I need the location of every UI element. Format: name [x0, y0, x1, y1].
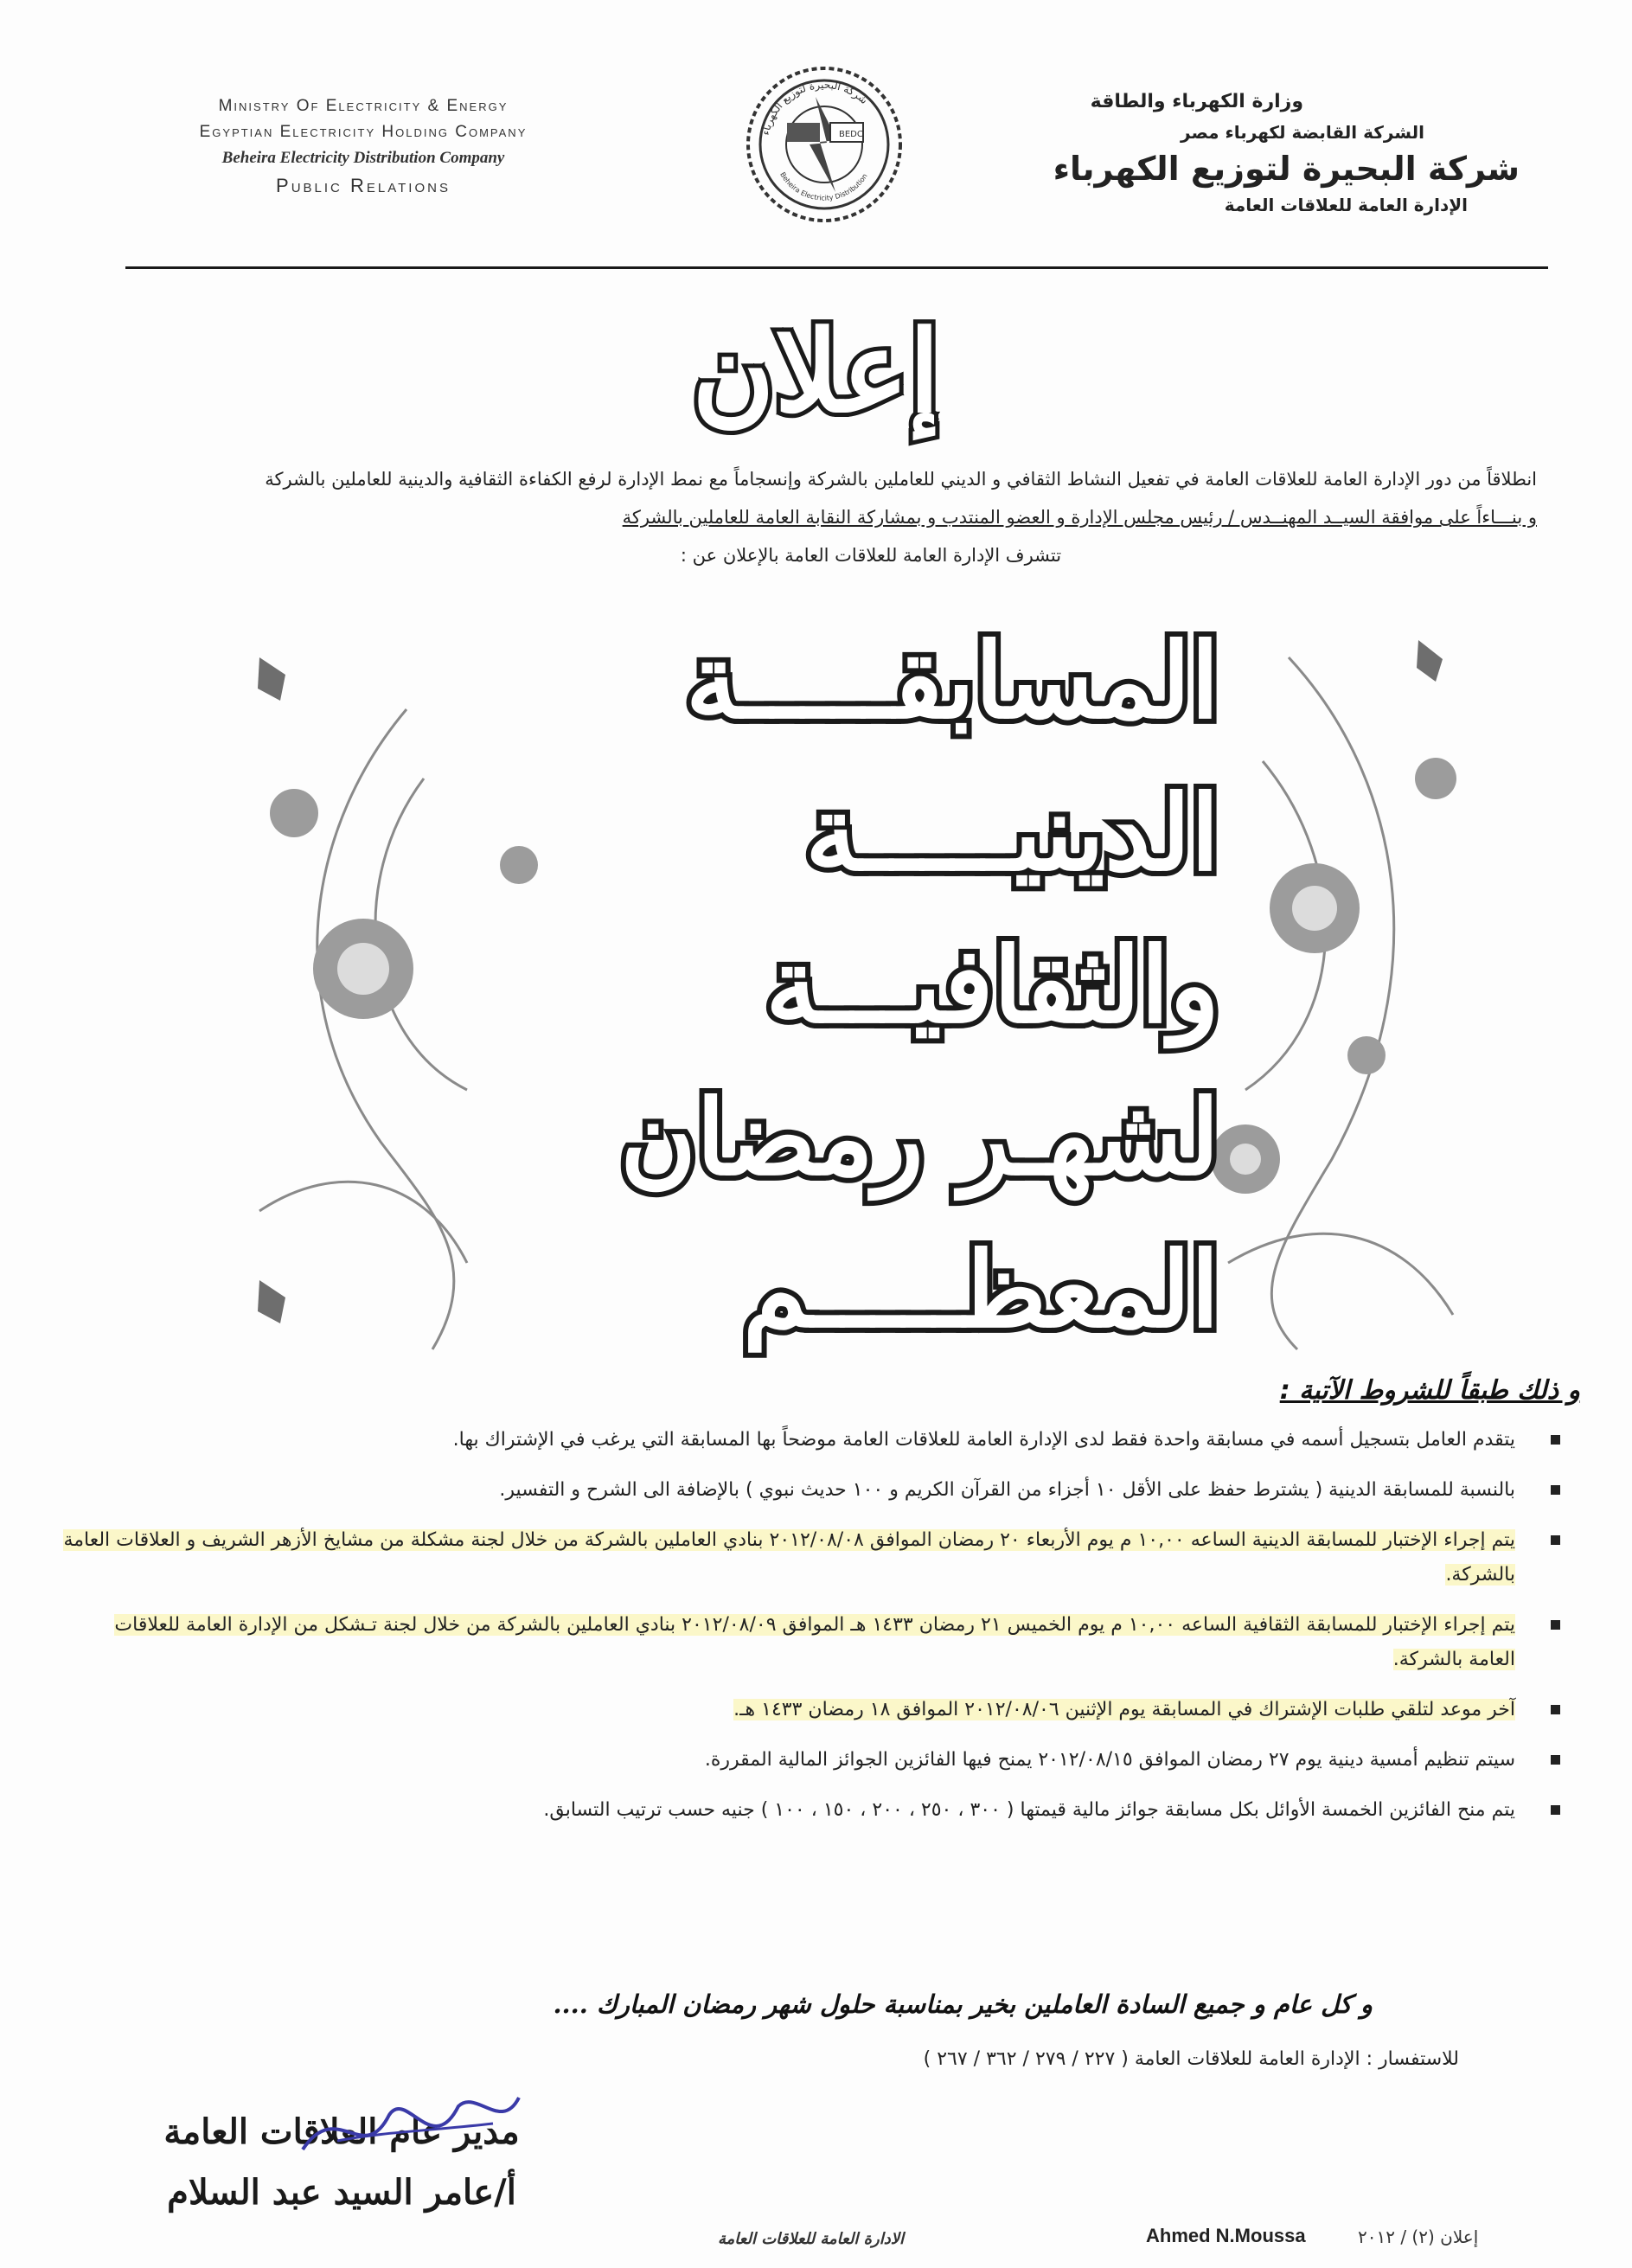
headline-block [467, 605, 1219, 1367]
headline-line-3: والثقافيـــة [765, 925, 1219, 1047]
company-logo-icon [742, 62, 906, 235]
bullet-icon [1551, 1705, 1560, 1714]
footer-author: Ahmed N.Moussa [1146, 2225, 1306, 2246]
intro-paragraphs [84, 463, 1537, 577]
condition-item: آخر موعد لتلقي طلبات الإشتراك في المسابقة يوم الإثنين ٢٠١٢/٠٨/٠٦ الموافق ١٨ رمضان ١٤٣٣ هـ. [62, 1693, 1567, 1727]
bullet-icon [1551, 1535, 1560, 1545]
condition-item: يتقدم العامل بتسجيل أسمه في مسابقة واحدة فقط لدى الإدارة العامة للعلاقات العامة موضحاً بها المسابقة التي يرغب في الإشتراك بها. [62, 1423, 1567, 1458]
footer-reference: إعلان (٢) / ٢٠١٢ [1358, 2226, 1479, 2247]
header-holding-ar: الشركة القابضة لكهرباء مصر [1181, 122, 1424, 143]
contact-info: للاستفسار : الإدارة العامة للعلاقات العامة ( ٢٢٧ / ٢٧٩ / ٣٦٢ / ٢٦٧ ) [923, 2048, 1459, 2070]
signature-name: أ/عامر السيد عبد السلام [167, 2172, 516, 2213]
logo-text-en: Beheira Electricity Distribution [778, 170, 869, 202]
header-divider [125, 266, 1548, 269]
condition-item: يتم إجراء الإختبار للمسابقة الدينية الساعه ١٠,٠٠ م يوم الأربعاء ٢٠ رمضان الموافق ٢٠١٢/٠٨/٠٨ بنادي العاملين بالشركة من خلال لجنة مشكلة من مشايخ الأزهر الشريف و العلاقات العامة بالشركة. [62, 1523, 1567, 1592]
footer-department: الادارة العامة للعلاقات العامة [718, 2230, 904, 2248]
intro-paragraph-2: و بنـــاءاً على موافقة السيــد المهنــدس / رئيس مجلس الإدارة و العضو المنتدب و بمشاركة النقابة العامة للعاملين بالشركة [622, 507, 1537, 528]
header-department-ar: الإدارة العامة للعلاقات العامة [1224, 195, 1468, 215]
signature-role: مدير عام العلاقات العامة [163, 2111, 520, 2152]
logo-text-ar: شركة البحيرة لتوزيع الكهرباء [758, 78, 871, 137]
conditions-heading: و ذلك طبقاً للشروط الآتية : [1279, 1375, 1580, 1406]
bullet-icon [1551, 1755, 1560, 1765]
headline-line-5: المعظـــــم [742, 1229, 1219, 1351]
intro-paragraph-3: تتشرف الإدارة العامة للعلاقات العامة بالإعلان عن : [680, 545, 1062, 566]
announcement-title: إعلان [692, 305, 940, 438]
header-ministry-ar: وزارة الكهرباء والطاقة [1090, 91, 1303, 112]
condition-item: يتم منح الفائزين الخمسة الأوائل بكل مسابقة جوائز مالية قيمتها ( ٣٠٠ ، ٢٥٠ ، ٢٠٠ ، ١٥٠ ، ١٠٠ ) جنيه حسب ترتيب التسابق. [62, 1793, 1567, 1828]
headline-line-1: المسابقـــــة [685, 620, 1219, 742]
intro-paragraph-1: انطلاقاً من دور الإدارة العامة للعلاقات العامة في تفعيل النشاط الثقافي و الديني للعاملين بالشركة وإنسجاماً مع نمط الإدارة لرفع الكفاءة الثقافية والدينية للعاملين بالشركة [265, 469, 1537, 490]
logo-abbr: BEDC [839, 130, 863, 139]
condition-item: يتم إجراء الإختبار للمسابقة الثقافية الساعه ١٠,٠٠ م يوم الخميس ٢١ رمضان ١٤٣٣ هـ الموافق ٢٠١٢/٠٨/٠٩ بنادي العاملين بالشركة من خلال لجنة تـشكل من الإدارة العامة للعلاقات العامة بالشركة. [62, 1608, 1567, 1677]
handwritten-signature-icon [285, 2080, 528, 2175]
header-ministry-en: Ministry Of Electricity & Energy [218, 97, 509, 115]
header-company-ar: شركة البحيرة لتوزيع الكهرباء [1053, 150, 1520, 188]
headline-line-2: الدينيـــــة [805, 772, 1219, 894]
conditions-list [62, 1423, 1567, 1843]
header-company-en: Beheira Electricity Distribution Company [221, 149, 505, 167]
bullet-icon [1551, 1805, 1560, 1815]
bullet-icon [1551, 1485, 1560, 1495]
bullet-icon [1551, 1435, 1560, 1445]
svg-text:Beheira Electricity Distributi [778, 171, 869, 202]
condition-item: بالنسبة للمسابقة الدينية ( يشترط حفظ على الأقل ١٠ أجزاء من القرآن الكريم و ١٠٠ حديث نبوي ) بالإضافة الى الشرح و التفسير. [62, 1473, 1567, 1508]
header-department-en: Public Relations [276, 175, 451, 196]
header-english-block [104, 93, 623, 201]
header-holding-en: Egyptian Electricity Holding Company [199, 123, 528, 141]
headline-line-4: لشهـر رمضان [619, 1077, 1219, 1199]
bullet-icon [1551, 1620, 1560, 1630]
header-arabic-block [1044, 86, 1528, 220]
condition-item: سيتم تنظيم أمسية دينية يوم ٢٧ رمضان الموافق ٢٠١٢/٠٨/١٥ يمنح فيها الفائزين الجوائز المالية المقررة. [62, 1743, 1567, 1778]
closing-greeting: و كل عام و جميع السادة العاملين بخير بمناسبة حلول شهر رمضان المبارك .... [553, 1989, 1373, 2019]
